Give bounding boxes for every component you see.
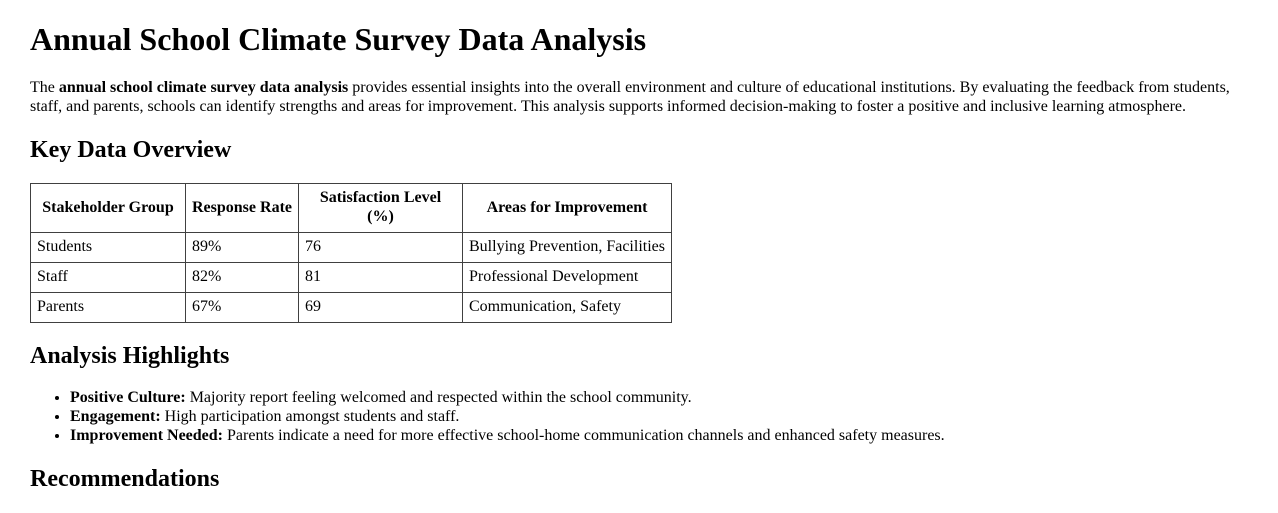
heading-analysis-highlights: Analysis Highlights bbox=[30, 342, 230, 369]
page-title: Annual School Climate Survey Data Analysis bbox=[30, 21, 647, 57]
intro-bold-term: annual school climate survey data analysis bbox=[58, 78, 349, 96]
table-row bbox=[31, 232, 672, 262]
table-header-row bbox=[31, 184, 672, 233]
cell-response-rate: 89% bbox=[186, 232, 299, 262]
list-item-positive-culture bbox=[70, 389, 1230, 408]
col-header-satisfaction-level: Satisfaction Level (%) bbox=[299, 184, 463, 233]
cell-satisfaction: 69 bbox=[299, 292, 463, 322]
intro-paragraph bbox=[30, 79, 1230, 117]
list-item-label: Engagement: bbox=[70, 408, 161, 426]
list-item-engagement bbox=[70, 408, 1230, 427]
intro-rest: provides essential insights into the overall environment and culture of educational institutions. By evaluating the feedback from students, staff, and parents, schools can identify strengths and areas for improvement. This analysis supports informed decision-making to foster a positive and inclusive learning atmosphere. bbox=[30, 78, 1230, 115]
cell-response-rate: 82% bbox=[186, 262, 299, 292]
heading-key-data-overview: Key Data Overview bbox=[30, 136, 232, 163]
list-item-improvement-needed bbox=[70, 427, 1230, 446]
list-item-label: Positive Culture: bbox=[70, 389, 186, 407]
table-row bbox=[31, 292, 672, 322]
cell-group: Parents bbox=[31, 292, 186, 322]
col-header-areas-improvement: Areas for Improvement bbox=[463, 184, 672, 233]
table-row bbox=[31, 262, 672, 292]
cell-group: Students bbox=[31, 232, 186, 262]
col-header-response-rate: Response Rate bbox=[186, 184, 299, 233]
cell-satisfaction: 81 bbox=[299, 262, 463, 292]
intro-prefix: The bbox=[30, 78, 59, 96]
highlights-list bbox=[30, 389, 1230, 446]
cell-areas: Professional Development bbox=[463, 262, 672, 292]
list-item-text: High participation amongst students and staff. bbox=[160, 408, 460, 426]
list-item-label: Improvement Needed: bbox=[70, 427, 224, 445]
cell-group: Staff bbox=[31, 262, 186, 292]
cell-response-rate: 67% bbox=[186, 292, 299, 322]
list-item-text: Parents indicate a need for more effective school-home communication channels and enhanced safety measures. bbox=[223, 427, 945, 445]
key-data-table bbox=[30, 183, 672, 323]
col-header-stakeholder-group: Stakeholder Group bbox=[31, 184, 186, 233]
heading-recommendations: Recommendations bbox=[30, 466, 220, 493]
cell-satisfaction: 76 bbox=[299, 232, 463, 262]
cell-areas: Bullying Prevention, Facilities bbox=[463, 232, 672, 262]
list-item-text: Majority report feeling welcomed and respected within the school community. bbox=[185, 389, 692, 407]
cell-areas: Communication, Safety bbox=[463, 292, 672, 322]
